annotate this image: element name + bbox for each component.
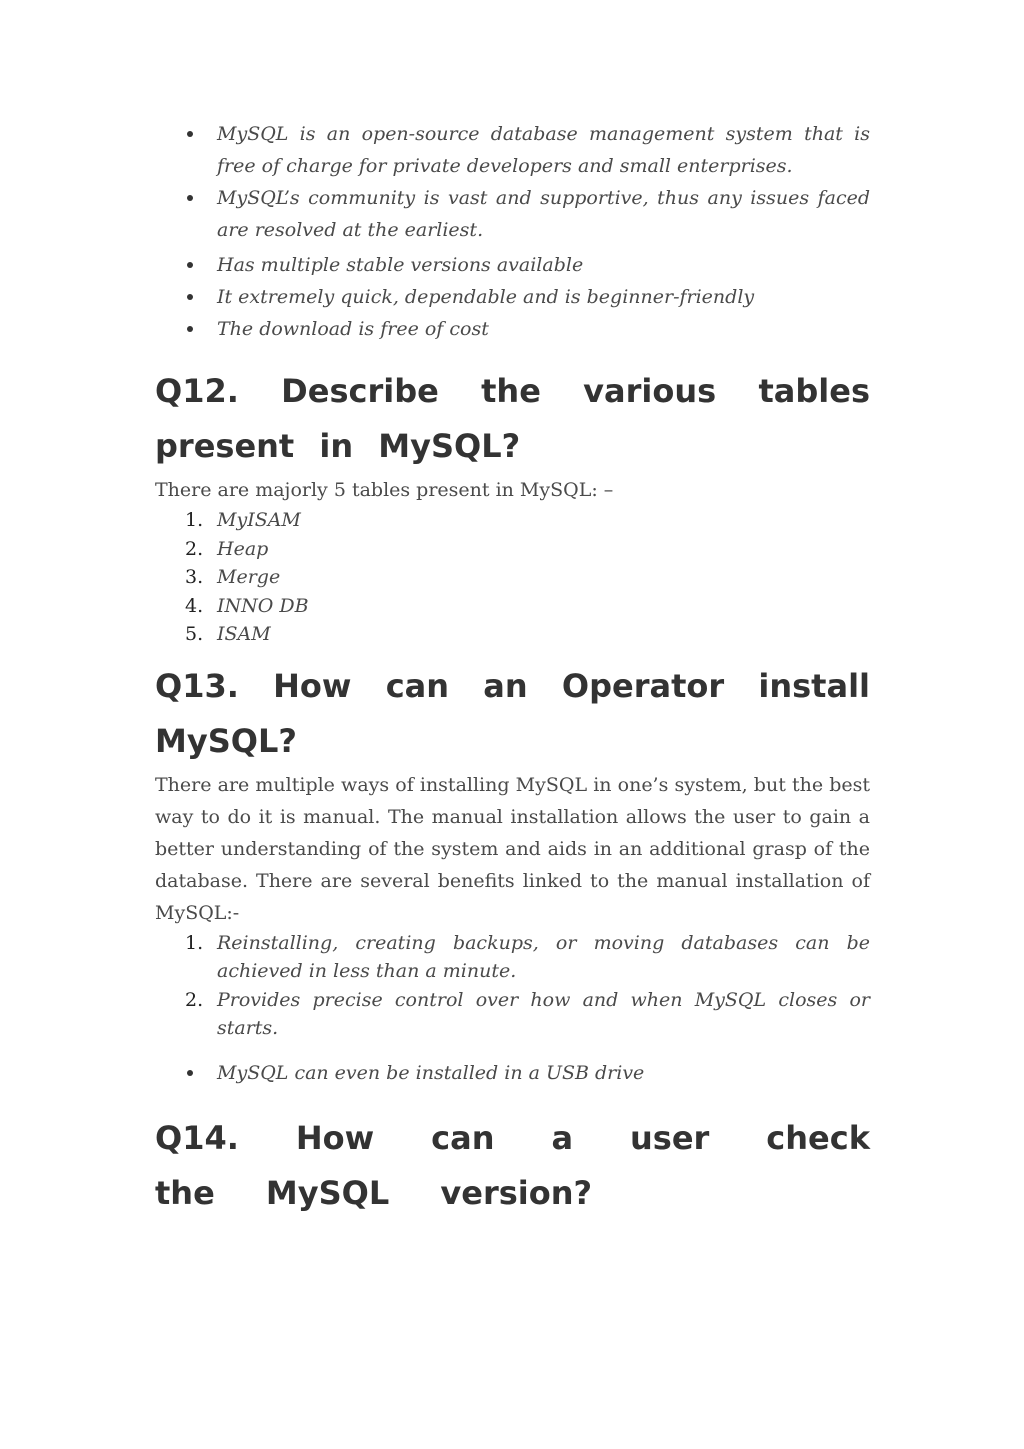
q12-heading: Q12. Describe the various tables present in MySQL? — [155, 372, 870, 465]
list-item — [185, 535, 870, 564]
list-number: 1. — [185, 509, 204, 531]
list-item-text: ISAM — [217, 623, 271, 645]
list-number: 2. — [185, 988, 204, 1011]
list-item — [185, 592, 870, 621]
list-item — [185, 506, 870, 535]
list-item: Has multiple stable versions available — [217, 249, 870, 281]
list-item-text: Reinstalling, creating backups, or moving databases can be achieved in less than a minute. — [217, 931, 870, 982]
list-item-text: MyISAM — [217, 509, 301, 531]
list-item — [185, 986, 870, 1043]
q13-bullet-list — [155, 1057, 870, 1089]
list-item-text: Heap — [217, 537, 269, 560]
list-item: It extremely quick, dependable and is beginner-friendly — [217, 281, 870, 313]
list-number: 3. — [185, 566, 204, 588]
list-item — [185, 620, 870, 649]
list-number: 1. — [185, 931, 204, 954]
q12-intro-text: There are majorly 5 tables present in MySQL: – — [155, 479, 614, 501]
list-item: MySQL’s community is vast and supportive, thus any issues faced are resolved at the earliest. — [217, 182, 870, 246]
document-page — [155, 118, 870, 1221]
q13-heading: Q13. How can an Operator install MySQL? — [155, 666, 870, 760]
list-item-text: Provides precise control over how and when MySQL closes or starts. — [217, 988, 870, 1039]
list-number: 2. — [185, 537, 204, 560]
list-item-text: Merge — [217, 566, 281, 588]
list-item — [185, 929, 870, 986]
list-item-text: INNO DB — [217, 594, 309, 617]
list-number: 5. — [185, 623, 204, 645]
list-item: MySQL can even be installed in a USB drive — [217, 1057, 870, 1089]
intro-bullet-list — [155, 118, 870, 345]
list-item: The download is free of cost — [217, 313, 870, 345]
list-item — [185, 563, 870, 592]
q13-benefit-list — [155, 929, 870, 1043]
q14-heading: Q14. How can a user check the MySQL version? — [155, 1118, 870, 1212]
q12-table-list — [155, 506, 870, 649]
list-item: MySQL is an open-source database management system that is free of charge for private developers and small enterprises. — [217, 118, 870, 182]
q13-paragraph: There are multiple ways of installing MySQL in one’s system, but the best way to do it is manual. The manual installation allows the user to gain a better understanding of the system and aids in an additional grasp of the database. There are several benefits linked to the manual installation of MySQL:- — [155, 773, 870, 924]
list-number: 4. — [185, 594, 204, 617]
